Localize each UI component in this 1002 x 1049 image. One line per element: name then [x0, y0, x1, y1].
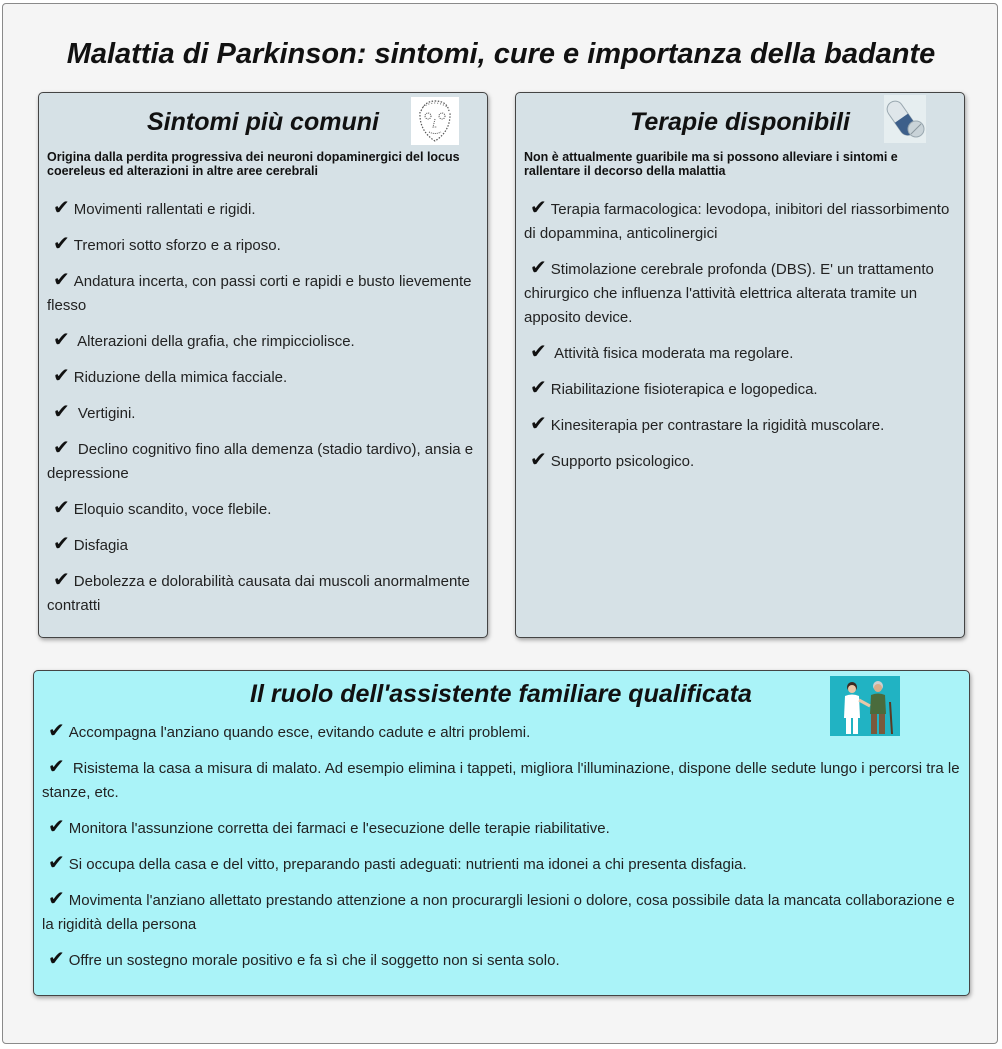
check-icon: ✔	[530, 341, 547, 363]
symptoms-item	[47, 496, 479, 522]
page-title: Malattia di Parkinson: sintomi, cure e importanza della badante	[66, 38, 936, 70]
symptoms-item-text: Tremori sotto sforzo e a riposo.	[73, 237, 281, 254]
check-icon: ✔	[530, 449, 547, 471]
check-icon: ✔	[530, 413, 547, 435]
therapies-item-text: Attività fisica moderata ma regolare.	[550, 345, 794, 362]
caregiver-item-text: Risistema la casa a misura di malato. Ad esempio elimina i tappeti, migliora l'illuminazione, dispone delle sedute lungo i percorsi tra le stanze, etc.	[42, 760, 960, 801]
therapies-item	[524, 376, 956, 402]
caregiver-item-text: Accompagna l'anziano quando esce, evitando cadute e altri problemi.	[68, 724, 531, 741]
page-frame	[2, 3, 998, 1044]
pills-icon	[884, 95, 926, 143]
symptoms-item	[47, 328, 479, 354]
therapies-item	[524, 196, 956, 246]
caregiver-item-text: Offre un sostegno morale positivo e fa sì che il soggetto non si senta solo.	[68, 952, 560, 969]
symptoms-item-text: Riduzione della mimica facciale.	[73, 369, 288, 386]
caregiver-item	[42, 887, 962, 937]
check-icon: ✔	[48, 852, 65, 874]
caregiver-item	[42, 851, 962, 877]
therapies-item-text: Kinesiterapia per contrastare la rigidità muscolare.	[550, 417, 885, 434]
symptoms-item-text: Eloquio scandito, voce flebile.	[73, 501, 272, 518]
check-icon: ✔	[53, 233, 70, 255]
therapies-item	[524, 412, 956, 438]
symptoms-item	[47, 196, 479, 222]
symptoms-card	[38, 92, 488, 638]
check-icon: ✔	[48, 720, 65, 742]
caregiver-item	[42, 947, 962, 973]
check-icon: ✔	[53, 197, 70, 219]
symptoms-item-text: Movimenti rallentati e rigidi.	[73, 201, 256, 218]
symptoms-item	[47, 232, 479, 258]
therapies-item	[524, 340, 956, 366]
check-icon: ✔	[48, 888, 65, 910]
therapies-title: Terapie disponibili	[630, 108, 850, 136]
symptoms-item-text: Disfagia	[73, 537, 128, 554]
caregiver-item	[42, 815, 962, 841]
therapies-item-text: Stimolazione cerebrale profonda (DBS). E' un trattamento chirurgico che influenza l'attività elettrica alterata tramite un apposito device.	[524, 261, 934, 326]
symptoms-item	[47, 568, 479, 618]
symptoms-item	[47, 400, 479, 426]
symptoms-item	[47, 532, 479, 558]
therapies-item-text: Riabilitazione fisioterapica e logopedica.	[550, 381, 818, 398]
check-icon: ✔	[53, 497, 70, 519]
symptoms-title: Sintomi più comuni	[147, 108, 379, 136]
check-icon: ✔	[48, 948, 65, 970]
check-icon: ✔	[53, 365, 70, 387]
caregiver-item-text: Movimenta l'anziano allettato prestando attenzione a non procurargli lesioni o dolore, cosa possibile data la mancata collaborazione e la rigidità della persona	[42, 892, 955, 933]
symptoms-item-text: Andatura incerta, con passi corti e rapidi e busto lievemente flesso	[47, 273, 472, 314]
caregiver-item-text: Si occupa della casa e del vitto, preparando pasti adeguati: nutrienti ma idonei a chi presenta disfagia.	[68, 856, 747, 873]
therapies-card	[515, 92, 965, 638]
caregiver-list	[42, 719, 962, 983]
check-icon: ✔	[53, 329, 70, 351]
face-icon	[411, 97, 459, 145]
check-icon: ✔	[53, 437, 70, 459]
therapies-item-text: Terapia farmacologica: levodopa, inibitori del riassorbimento di dopammina, anticolinergici	[524, 201, 950, 242]
caregiver-item-text: Monitora l'assunzione corretta dei farmaci e l'esecuzione delle terapie riabilitative.	[68, 820, 610, 837]
symptoms-item-text: Alterazioni della grafia, che rimpicciolisce.	[73, 333, 355, 350]
check-icon: ✔	[48, 756, 65, 778]
symptoms-item	[47, 364, 479, 390]
symptoms-item-text: Debolezza e dolorabilità causata dai muscoli anormalmente contratti	[47, 573, 470, 614]
check-icon: ✔	[530, 377, 547, 399]
caregiver-title: Il ruolo dell'assistente familiare qualificata	[250, 680, 752, 708]
check-icon: ✔	[53, 401, 70, 423]
therapies-intro: Non è attualmente guaribile ma si possono alleviare i sintomi e rallentare il decorso della malattia	[524, 150, 898, 178]
therapies-list	[524, 196, 956, 484]
symptoms-item	[47, 268, 479, 318]
check-icon: ✔	[530, 257, 547, 279]
therapies-item	[524, 256, 956, 330]
symptoms-item-text: Vertigini.	[73, 405, 136, 422]
check-icon: ✔	[530, 197, 547, 219]
check-icon: ✔	[53, 269, 70, 291]
therapies-item-text: Supporto psicologico.	[550, 453, 695, 470]
caregiver-item	[42, 755, 962, 805]
caregiver-card	[33, 670, 970, 996]
check-icon: ✔	[48, 816, 65, 838]
caregiver-item	[42, 719, 962, 745]
check-icon: ✔	[53, 533, 70, 555]
symptoms-item	[47, 436, 479, 486]
therapies-item	[524, 448, 956, 474]
symptoms-item-text: Declino cognitivo fino alla demenza (stadio tardivo), ansia e depressione	[47, 441, 474, 482]
symptoms-list	[47, 196, 479, 628]
check-icon: ✔	[53, 569, 70, 591]
symptoms-intro: Origina dalla perdita progressiva dei neuroni dopaminergici del locus coereleus ed alterazioni in altre aree cerebrali	[47, 150, 460, 178]
